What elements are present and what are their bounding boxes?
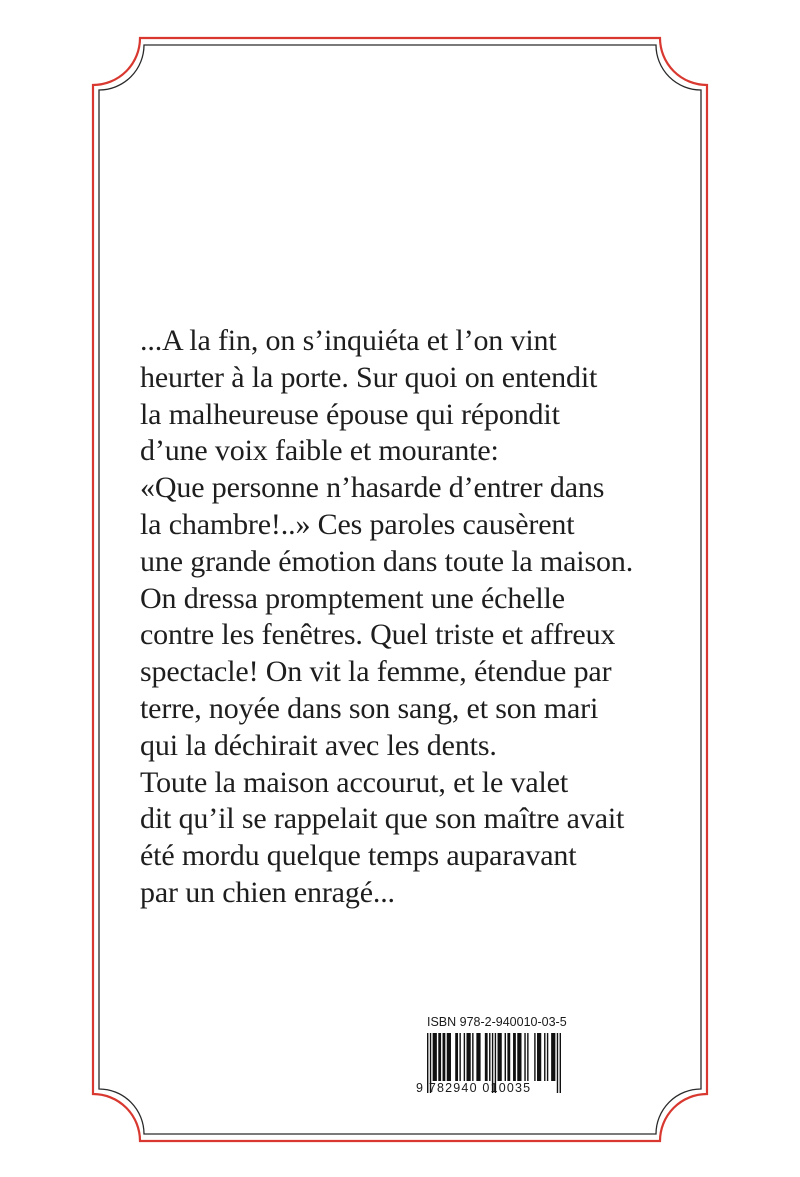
barcode-bar [524, 1033, 525, 1081]
barcode-bar [447, 1033, 451, 1081]
text-line: dit qu’il se rappelait que son maître avait [140, 802, 625, 836]
isbn-barcode-block [415, 1012, 567, 1098]
text-line: la malheureuse épouse qui répondit [140, 397, 560, 431]
barcode-bar [433, 1033, 437, 1081]
text-line: la chambre!..» Ces paroles causèrent [140, 507, 575, 541]
text-line: ...A la fin, on s’inquiéta et l’on vint [140, 324, 557, 357]
barcode-bar [443, 1033, 446, 1081]
barcode-bar [560, 1033, 561, 1093]
text-line: d’une voix faible et mourante: [140, 434, 499, 468]
barcode-bar [547, 1033, 548, 1081]
barcode-bar [557, 1033, 558, 1093]
barcode-bar [551, 1033, 555, 1081]
barcode-bar [438, 1033, 441, 1081]
text-line: qui la déchirait avec les dents. [140, 728, 497, 762]
text-line: Toute la maison accourut, et le valet [140, 765, 569, 799]
text-line: «Que personne n’hasarde d’entrer dans [140, 471, 605, 505]
barcode-bar [464, 1033, 465, 1081]
barcode-number: 9 782940 010035 [416, 1081, 532, 1095]
barcode-bar [527, 1033, 528, 1081]
text-line: On dressa promptement une échelle [140, 581, 565, 615]
barcode-bar [476, 1033, 480, 1081]
barcode-bar [485, 1033, 488, 1081]
barcode-bar [489, 1033, 490, 1081]
barcode-bar [466, 1033, 470, 1081]
barcode-bar [455, 1033, 458, 1081]
text-line: une grande émotion dans toute la maison. [140, 544, 634, 578]
isbn-label: ISBN 978-2-940010-03-5 [427, 1015, 567, 1029]
text-line: été mordu quelque temps auparavant [140, 839, 577, 873]
barcode-bar [544, 1033, 545, 1081]
barcode-bar [472, 1033, 473, 1081]
text-line: spectacle! On vit la femme, étendue par [140, 655, 612, 689]
barcode-bar [505, 1033, 506, 1081]
barcode-bar [507, 1033, 510, 1081]
barcode-bar [459, 1033, 460, 1081]
text-line: heurter à la porte. Sur quoi on entendit [140, 360, 598, 394]
barcode-bar [498, 1033, 502, 1081]
text-line: par un chien enragé... [140, 875, 395, 909]
text-line: terre, noyée dans son sang, et son mari [140, 691, 599, 725]
back-cover-text [140, 323, 700, 912]
text-line: contre les fenêtres. Quel triste et affreux [140, 618, 616, 652]
barcode-bar [513, 1033, 516, 1081]
barcode-bar [534, 1033, 535, 1081]
barcode-bar [517, 1033, 521, 1081]
barcode-bar [537, 1033, 541, 1081]
